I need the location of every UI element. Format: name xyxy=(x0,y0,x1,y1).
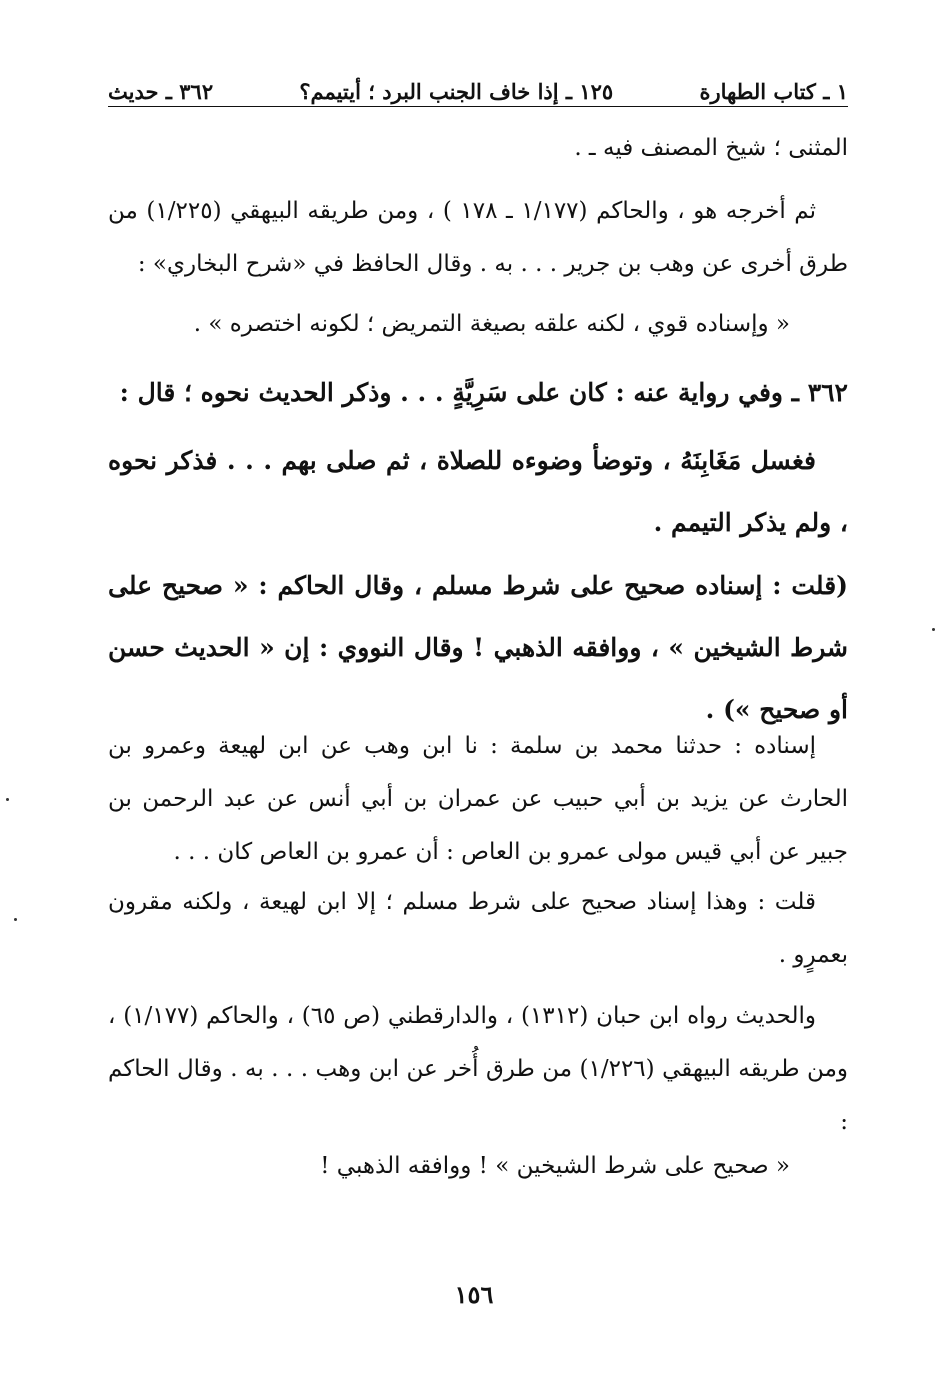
comment-text: قلت : وهذا إسناد صحيح على شرط مسلم ؛ إلا ابن لهيعة ، ولكنه مقرون بعمرٍو . xyxy=(108,889,848,968)
isnad-block xyxy=(108,720,848,879)
grading-block xyxy=(108,555,848,741)
sources-text: والحديث رواه ابن حبان (١٣١٢) ، والدارقطني (ص ٦٥) ، والحاكم (١/١٧٧) ، ومن طريقه البيهقي (١/٢٢٦) من طرق أُخر عن ابن وهب . . . به . وقال الحاكم : xyxy=(108,1003,848,1135)
quote-2: « صحيح على شرط الشيخين » ! ووافقه الذهبي ! xyxy=(320,1153,790,1179)
page-number: ١٥٦ xyxy=(454,1280,494,1309)
grading-note: (قلت : إسناده صحيح على شرط مسلم ، وقال الحاكم : « صحيح على شرط الشيخين » ، ووافقه الذهبي ! وقال النووي : إن « الحديث حسن أو صحيح ») . xyxy=(108,571,848,724)
paragraph-2-block xyxy=(108,185,848,291)
hadith-text-block xyxy=(108,430,848,554)
hadith-text: فغسل مَغَابِنَهُ ، وتوضأ وضوءه للصلاة ، ثم صلى بهم . . . فذكر نحوه ، ولم يذكر التيمم . xyxy=(108,446,848,537)
comment-block xyxy=(108,876,848,982)
scan-speck xyxy=(932,628,935,631)
paragraph-3-block xyxy=(108,298,848,351)
quote-1: « وإسناده قوي ، لكنه علقه بصيغة التمريض ؛ لكونه اختصره » . xyxy=(193,311,790,337)
paragraph-1-block xyxy=(108,122,848,175)
isnad-text: إسناده : حدثنا محمد بن سلمة : نا ابن وهب عن ابن لهيعة وعمرو بن الحارث عن يزيد بن أبي حبيب عن عمران بن أبي أنس عن عبد الرحمن بن جبير عن أبي قيس مولى عمرو بن العاص : أن عمرو بن العاص كان . . . xyxy=(108,733,848,865)
paragraph-2: ثم أخرجه هو ، والحاكم (١/١٧٧ ـ ١٧٨ ) ، ومن طريقه البيهقي (١/٢٢٥) من طرق أخرى عن وهب بن جرير . . . به . وقال الحافظ في «شرح البخاري» : xyxy=(108,198,848,277)
header-book-title: ١ ـ كتاب الطهارة xyxy=(699,79,848,104)
hadith-heading: ٣٦٢ ـ وفي رواية عنه : كان على سَرِيَّةٍ . . . وذكر الحديث نحوه ؛ قال : xyxy=(119,378,848,407)
header-divider xyxy=(108,106,848,107)
final-quote-block xyxy=(108,1140,848,1193)
sources-block xyxy=(108,990,848,1149)
header-chapter-title: ١٢٥ ـ إذا خاف الجنب البرد ؛ أيتيمم؟ xyxy=(299,79,614,104)
paragraph-1: المثنى ؛ شيخ المصنف فيه ـ . xyxy=(574,135,848,161)
scan-speck xyxy=(6,798,9,801)
scan-speck xyxy=(14,918,17,921)
running-header xyxy=(108,68,848,104)
hadith-heading-block xyxy=(108,362,848,424)
header-hadith-number: ٣٦٢ ـ حديث xyxy=(108,79,214,104)
